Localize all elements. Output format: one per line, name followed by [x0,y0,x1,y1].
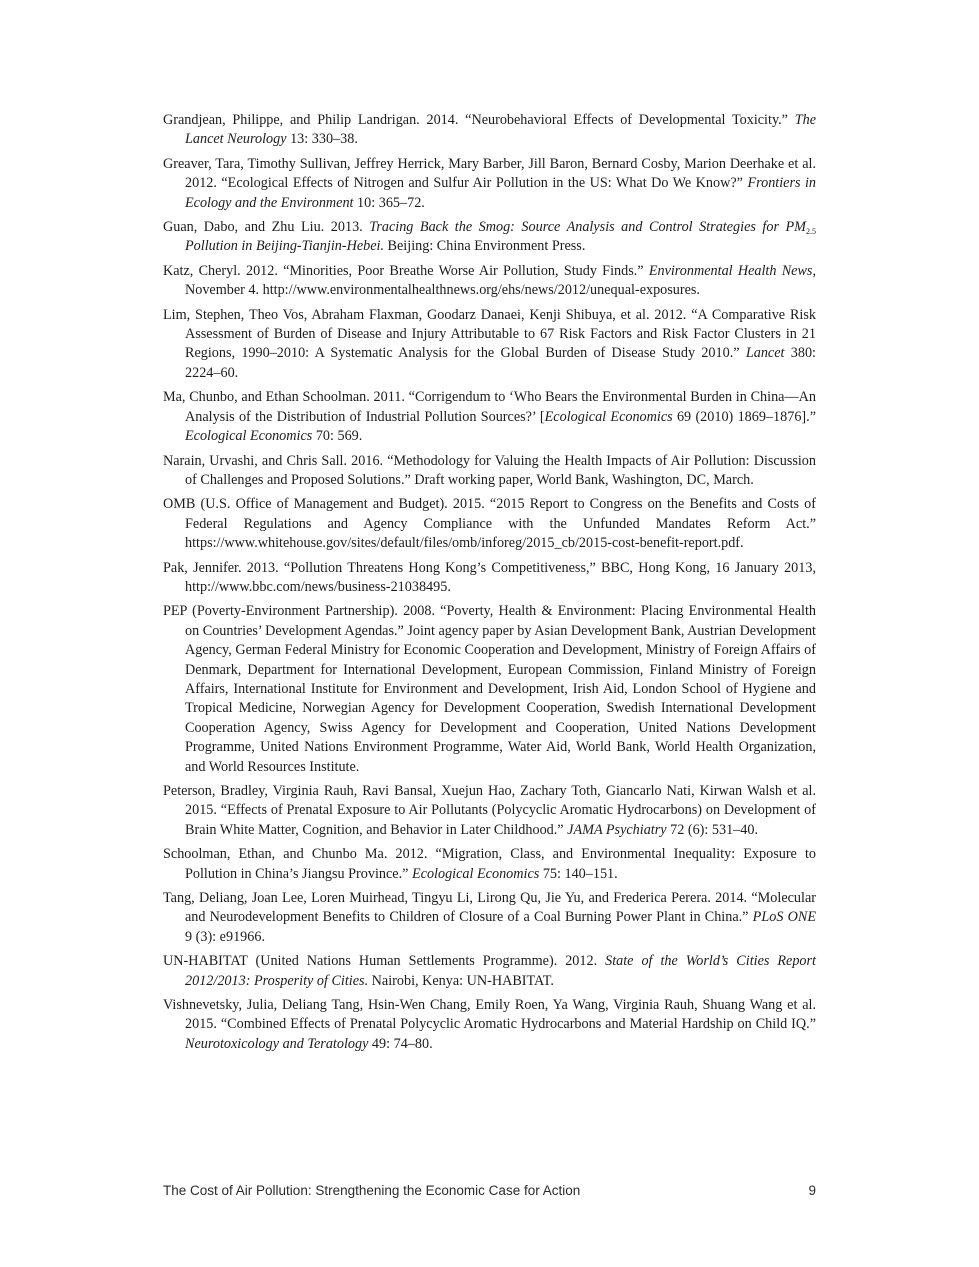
page-number: 9 [808,1183,816,1198]
italic-title-text: Ecological Economics [185,428,313,445]
reference-text: Katz, Cheryl. 2012. “Minorities, Poor Breathe Worse Air Pollution, Study Finds.” [163,262,649,279]
reference-text: 72 (6): 531–40. [666,821,759,838]
reference-text: Grandjean, Philippe, and Philip Landrigan. 2014. “Neurobehavioral Effects of Developmental Toxicity.” [163,112,795,128]
italic-title-text: Ecological Economics [412,865,540,882]
reference-text: Pak, Jennifer. 2013. “Pollution Threatens Hong Kong’s Competitiveness,” BBC, Hong Kong, 16 January 2013, http://www.bbc.com/news/business-21038495. [163,559,816,595]
italic-title-text: Tracing Back the Smog: Source Analysis and Control Strategies for PM [369,219,806,236]
reference-entry [163,388,816,446]
reference-text: Narain, Urvashi, and Chris Sall. 2016. “Methodology for Valuing the Health Impacts of Air Pollution: Discussion of Challenges and Proposed Solutions.” Draft working paper, World Bank, Washington, DC, March. [163,452,816,488]
reference-entry [163,306,816,384]
italic-title-text: State of the World’s Cities Report 2012/2013: Prosperity of Cities. [185,953,816,989]
reference-entry [163,495,816,553]
reference-text: UN-HABITAT (United Nations Human Settlements Programme). 2012. [163,953,606,970]
reference-text: 10: 365–72. [353,194,425,211]
reference-text: Beijing: China Environment Press. [384,238,586,255]
reference-text: Lim, Stephen, Theo Vos, Abraham Flaxman, Goodarz Danaei, Kenji Shibuya, et al. 2012. “A Comparative Risk Assessment of Burden of Disease and Injury Attributable to 67 Risk Factors and Risk Factor Clusters in 21 Regions, 1990–2010: A Systematic Analysis for the Global Burden of Disease Study 2010.” [163,306,816,362]
page-footer [163,1183,816,1203]
reference-text: 70: 569. [312,428,363,445]
reference-entry [163,782,816,840]
reference-text: 75: 140–151. [539,865,618,882]
reference-text: Vishnevetsky, Julia, Deliang Tang, Hsin-Wen Chang, Emily Roen, Ya Wang, Virginia Rauh, Shuang Wang et al. 2015. “Combined Effects of Prenatal Polycyclic Aromatic Hydrocarbons and Material Hardship on Child IQ.” [163,997,816,1033]
italic-title-text: Environmental Health News [648,262,813,279]
italic-title-text: JAMA Psychiatry [567,821,667,838]
reference-list [163,111,816,1059]
reference-entry [163,559,816,598]
reference-text: Tang, Deliang, Joan Lee, Loren Muirhead, Tingyu Li, Lirong Qu, Jie Yu, and Frederica Perera. 2014. “Molecular and Neurodevelopment Benefits to Children of Closure of a Coal Burning Power Plant in China.” [163,890,816,926]
reference-entry [163,602,816,777]
italic-title-text: Frontiers in Ecology and the Environment [185,175,817,211]
reference-entry [163,452,816,491]
reference-text: 13: 330–38. [286,131,358,148]
reference-text: 49: 74–80. [368,1035,433,1052]
reference-text: Schoolman, Ethan, and Chunbo Ma. 2012. “Migration, Class, and Environmental Inequality: Exposure to Pollution in China’s Jiangsu Province.” [163,846,816,882]
reference-text: Nairobi, Kenya: UN-HABITAT. [368,972,554,989]
italic-title-text: Neurotoxicology and Teratology [185,1035,369,1052]
italic-title-text: Ecological Economics [544,408,673,425]
reference-entry [163,111,816,150]
reference-text: Guan, Dabo, and Zhu Liu. 2013. [163,219,370,236]
reference-text: PEP (Poverty-Environment Partnership). 2008. “Poverty, Health & Environment: Placing Environmental Health on Countries’ Development Agendas.” Joint agency paper by Asian Development Bank, Austrian Development Agency, German Federal Ministry for Economic Cooperation and Development, Ministry of Foreign Affairs of Denmark, Department for International Development, European Commission, Finland Ministry of Foreign Affairs, International Institute for Environment and Development, Irish Aid, London School of Hygiene and Tropical Medicine, Norwegian Agency for Development Cooperation, Swedish International Development Cooperation Agency, Swiss Agency for Development and Cooperation, United Nations Development Programme, United Nations Environment Programme, Water Aid, World Bank, World Health Organization, and World Resources Institute. [163,603,816,775]
reference-text: Ma, Chunbo, and Ethan Schoolman. 2011. “Corrigendum to ‘Who Bears the Environmental Burden in China—An Analysis of the Distribution of Industrial Pollution Sources?’ [ [163,389,816,425]
reference-entry [163,952,816,991]
reference-entry [163,996,816,1054]
reference-entry [163,889,816,947]
subscript-text: 2.5 [805,227,816,237]
italic-title-text: The Lancet Neurology [185,112,816,148]
reference-text: OMB (U.S. Office of Management and Budget). 2015. “2015 Report to Congress on the Benefits and Costs of Federal Regulations and Agency Compliance with the Unfunded Mandates Reform Act.” https://www.whitehouse.gov/sites/default/files/omb/inforeg/2015_cb/2015-cost-benefit-report​.pdf. [163,496,816,552]
reference-text: , November 4. http://www.environmentalhealthnews.org/ehs/news/2012/unequal-exposures. [185,262,816,299]
reference-text: Greaver, Tara, Timothy Sullivan, Jeffrey Herrick, Mary Barber, Jill Baron, Bernard Cosby, Marion Deerhake et al. 2012. “Ecological Effects of Nitrogen and Sulfur Air Pollution in the US: What Do We Know?” [163,155,816,192]
reference-entry [163,155,816,213]
reference-text: 9 (3): e91966. [185,928,265,945]
reference-entry [163,845,816,884]
italic-title-text: PLoS ONE [752,909,816,926]
reference-text: Peterson, Bradley, Virginia Rauh, Ravi Bansal, Xuejun Hao, Zachary Toth, Giancarlo Nati, Kirwan Walsh et al. 2015. “Effects of Prenatal Exposure to Air Pollutants (Polycyclic Aromatic Hydrocarbons) on Development of Brain White Matter, Cognition, and Behavior in Later Childhood.” [163,783,816,838]
reference-text: 380: 2224–60. [185,345,816,381]
reference-entry [163,218,816,257]
italic-title-text: Lancet [745,345,785,362]
reference-text: 69 (2010) 1869–1876].” [672,408,816,425]
reference-entry [163,262,816,301]
footer-title: The Cost of Air Pollution: Strengthening the Economic Case for Action [163,1183,581,1198]
italic-title-text: Pollution in Beijing-Tianjin-Hebei. [185,238,384,255]
